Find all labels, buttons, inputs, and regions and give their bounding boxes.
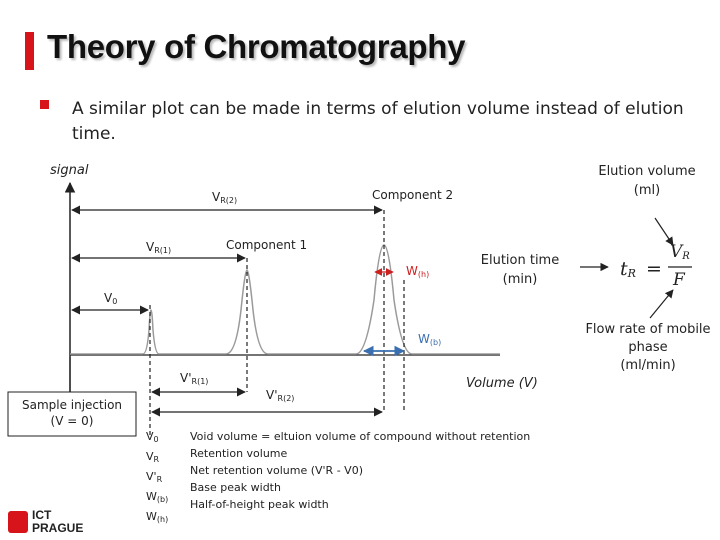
legend-desc-wb: Base peak width — [190, 481, 281, 494]
label-vr2: $V_{R(2)}$ — [212, 190, 238, 205]
label-w-base: $W_{(b)}$ — [418, 332, 442, 347]
sample-injection-label: Sample injection (V = 0) — [21, 398, 123, 428]
arrow-flow-rate — [650, 290, 673, 318]
legend-symbol-v-prime-r: $V'_R$ — [146, 470, 163, 484]
y-axis-label: signal — [50, 163, 89, 178]
legend-symbols — [146, 428, 168, 528]
elution-time-label: Elution time (min) — [480, 253, 560, 287]
formula-denominator: F — [673, 270, 685, 290]
label-vr1: $V_{R(1)}$ — [146, 240, 172, 255]
legend-desc-vr: Retention volume — [190, 447, 288, 460]
peak-label-component-1: Component 1 — [226, 238, 308, 252]
elution-volume-label: Elution volume (ml) — [598, 164, 696, 198]
flow-rate-label: Flow rate of mobile phase (ml/min) — [585, 322, 711, 373]
arrow-elution-volume — [655, 218, 673, 245]
ict-prague-logo-icon — [8, 511, 28, 533]
slide-title: Theory of Chromatography — [47, 28, 466, 65]
legend-symbol-wb: $W_{(b)}$ — [146, 490, 169, 504]
bullet-text: A similar plot can be made in terms of elution volume instead of elution time. — [72, 99, 684, 144]
x-axis-label: Volume (V) — [466, 376, 538, 391]
legend-symbol-wh: $W_{(h)}$ — [146, 510, 169, 524]
legend-desc-v0: Void volume = eltuion volume of compound without retention — [190, 430, 531, 443]
label-w-half-height: $W_{(h)}$ — [406, 264, 430, 279]
formula-lhs: tR — [620, 258, 636, 280]
peak-component-1 — [158, 270, 268, 354]
legend-desc-v-prime-r: Net retention volume (V'R - V0) — [190, 464, 363, 477]
legend-desc-wh: Half-of-height peak width — [190, 498, 329, 511]
legend-descriptions — [190, 428, 530, 513]
legend-symbol-v0: $V_0$ — [146, 430, 159, 444]
peak-label-component-2: Component 2 — [372, 188, 454, 202]
label-v-prime-r1: $V'_{R(1)}$ — [180, 371, 209, 386]
label-v-prime-r2: $V'_{R(2)}$ — [266, 388, 295, 403]
void-peak — [70, 310, 159, 354]
formula-equals: = — [646, 258, 662, 280]
label-v0: $V_0$ — [104, 291, 118, 306]
legend-symbol-vr: $V_R$ — [146, 450, 160, 464]
ict-prague-logo-text: ICT PRAGUE — [32, 508, 84, 535]
formula-numerator: $V_R$ — [670, 242, 690, 262]
